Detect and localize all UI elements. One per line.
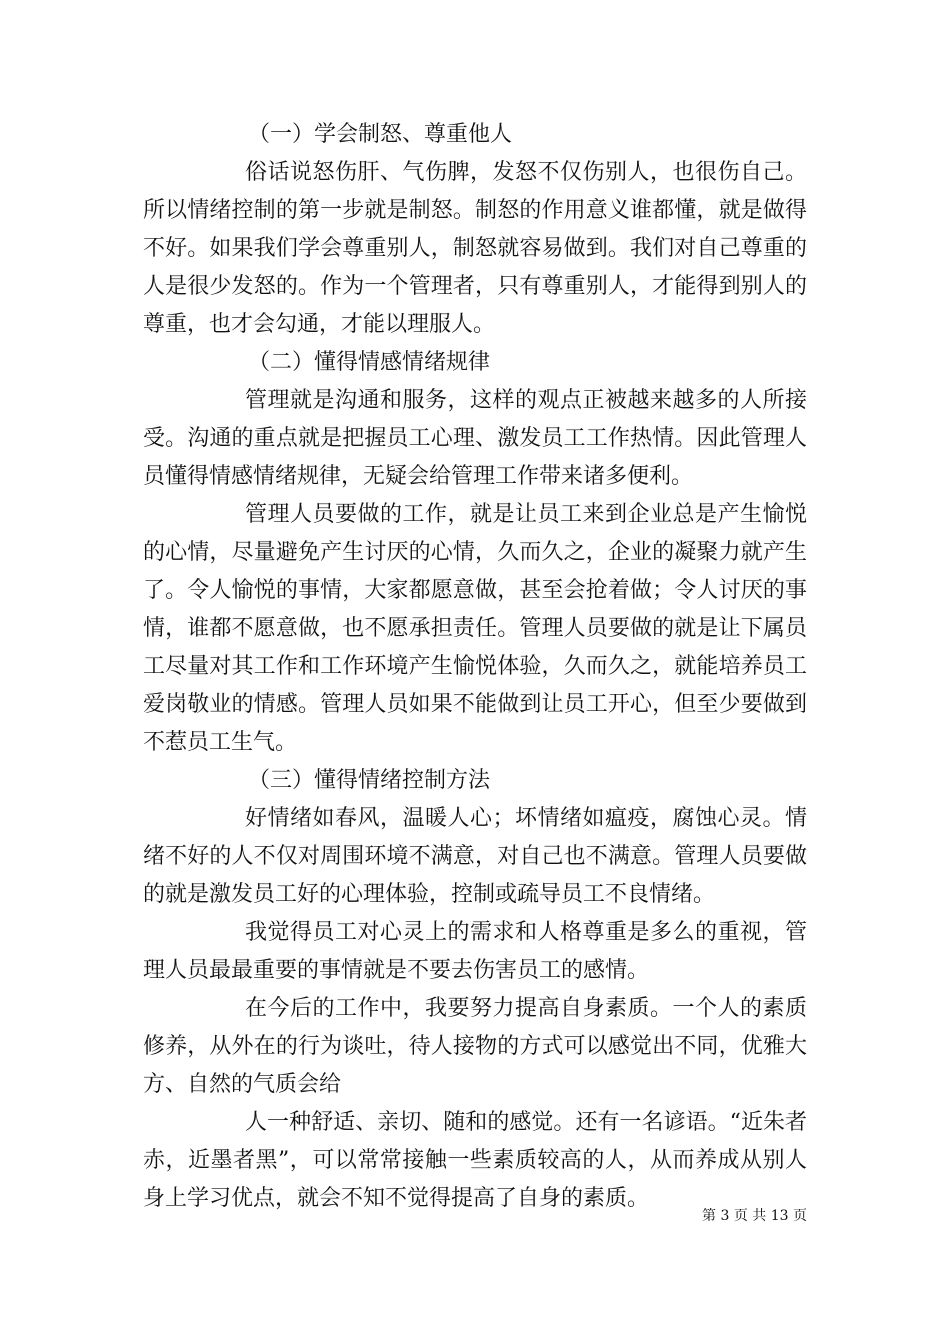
paragraph: 好情绪如春风，温暖人心；坏情绪如瘟疫，腐蚀心灵。情绪不好的人不仅对周围环境不满意，对自己也不满意。管理人员要做的就是激发员工好的心理体验，控制或疏导员工不良情绪。	[143, 806, 807, 907]
document-body	[143, 116, 807, 1218]
section-heading-3: （三）懂得情绪控制方法	[248, 768, 491, 793]
paragraph: 俗话说怒伤肝、气伤脾，发怒不仅伤别人，也很伤自己。所以情绪控制的第一步就是制怒。制怒的作用意义谁都懂，就是做得不好。如果我们学会尊重别人，制怒就容易做到。我们对自己尊重的人是很少发怒的。作为一个管理者，只有尊重别人，才能得到别人的尊重，也才会勾通，才能以理服人。	[143, 160, 807, 337]
section-heading-2: （二）懂得情感情绪规律	[248, 350, 491, 375]
paragraph: 在今后的工作中，我要努力提高自身素质。一个人的素质修养，从外在的行为谈吐，待人接物的方式可以感觉出不同，优雅大方、自然的气质会给	[143, 996, 807, 1097]
paragraph: 人一种舒适、亲切、随和的感觉。还有一名谚语。“近朱者赤，近墨者黑”，可以常常接触一些素质较高的人，从而养成从别人身上学习优点，就会不知不觉得提高了自身的素质。	[143, 1110, 807, 1211]
paragraph: 管理人员要做的工作，就是让员工来到企业总是产生愉悦的心情，尽量避免产生讨厌的心情，久而久之，企业的凝聚力就产生了。令人愉悦的事情，大家都愿意做，甚至会抢着做；令人讨厌的事情，谁都不愿意做，也不愿承担责任。管理人员要做的就是让下属员工尽量对其工作和工作环境产生愉悦体验，久而久之，就能培养员工爱岗敬业的情感。管理人员如果不能做到让员工开心，但至少要做到不惹员工生气。	[143, 502, 807, 755]
page-number-footer: 第 3 页 共 13 页	[702, 1208, 807, 1224]
section-heading-1: （一）学会制怒、尊重他人	[248, 122, 513, 147]
paragraph: 管理就是沟通和服务，这样的观点正被越来越多的人所接受。沟通的重点就是把握员工心理、激发员工工作热情。因此管理人员懂得情感情绪规律，无疑会给管理工作带来诸多便利。	[143, 388, 807, 489]
paragraph: 我觉得员工对心灵上的需求和人格尊重是多么的重视，管理人员最最重要的事情就是不要去伤害员工的感情。	[143, 920, 807, 983]
